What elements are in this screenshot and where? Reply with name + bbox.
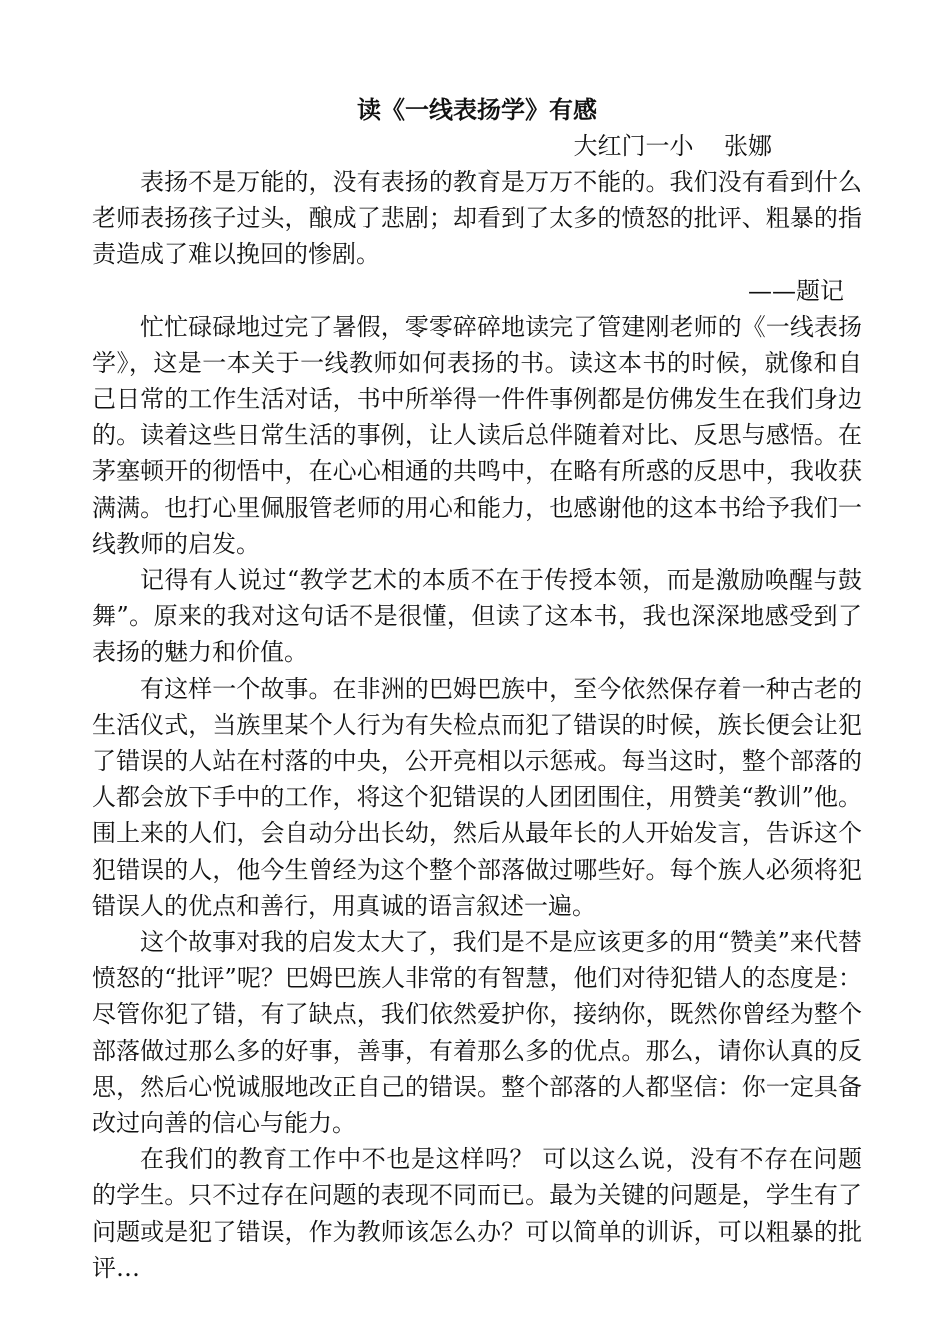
body-paragraph: 忙忙碌碌地过完了暑假，零零碎碎地读完了管建刚老师的《一线表扬学》，这是一本关于一线教师如何表扬的书。读这本书的时候，就像和自己日常的工作生活对话，书中所举得一件件事例都是仿佛发生在我们身边的。读着这些日常生活的事例，让人读后总伴随着对比、反思与感悟。在茅塞顿开的彻悟中，在心心相通的共鸣中，在略有所惑的反思中，我收获满满。也打心里佩服管老师的用心和能力，也感谢他的这本书给予我们一线教师的启发。 xyxy=(92,312,862,558)
body-paragraph: 记得有人说过“教学艺术的本质不在于传授本领，而是激励唤醒与鼓舞”。原来的我对这句话不是很懂，但读了这本书，我也深深地感受到了表扬的魅力和价值。 xyxy=(92,566,862,667)
document-page xyxy=(92,92,862,1286)
body-paragraph: 在我们的教育工作中不也是这样吗？ 可以这么说，没有不存在问题的学生。只不过存在问题的表现不同而已。最为关键的问题是，学生有了问题或是犯了错误，作为教师该怎么办？可以简单的训诉，可以粗暴的批评… xyxy=(92,1145,862,1282)
epigraph-text: 表扬不是万能的，没有表扬的教育是万万不能的。我们没有看到什么老师表扬孩子过头，酿成了悲剧；却看到了太多的愤怒的批评、粗暴的指责造成了难以挽回的惨剧。 xyxy=(92,168,862,269)
epigraph-signoff: ——题记 xyxy=(748,276,844,305)
document-title: 读《一线表扬学》有感 xyxy=(357,96,597,124)
body-paragraph: 有这样一个故事。在非洲的巴姆巴族中，至今依然保存着一种古老的生活仪式，当族里某个人行为有失检点而犯了错误的时候，族长便会让犯了错误的人站在村落的中央，公开亮相以示惩戒。每当这时，整个部落的人都会放下手中的工作，将这个犯错误的人团团围住，用赞美“教训”他。围上来的人们，会自动分出长幼，然后从最年长的人开始发言，告诉这个犯错误的人，他今生曾经为这个整个部落做过哪些好。每个族人必须将犯错误人的优点和善行，用真诚的语言叙述一遍。 xyxy=(92,674,862,920)
author-line: 大红门一小 张娜 xyxy=(573,132,772,160)
body-paragraph: 这个故事对我的启发太大了，我们是不是应该更多的用“赞美”来代替愤怒的“批评”呢？巴姆巴族人非常的有智慧，他们对待犯错人的态度是：尽管你犯了错，有了缺点，我们依然爱护你，接纳你，既然你曾经为整个部落做过那么多的好事，善事，有着那么多的优点。那么，请你认真的反思，然后心悦诚服地改正自己的错误。整个部落的人都坚信：你一定具备改过向善的信心与能力。 xyxy=(92,928,862,1138)
